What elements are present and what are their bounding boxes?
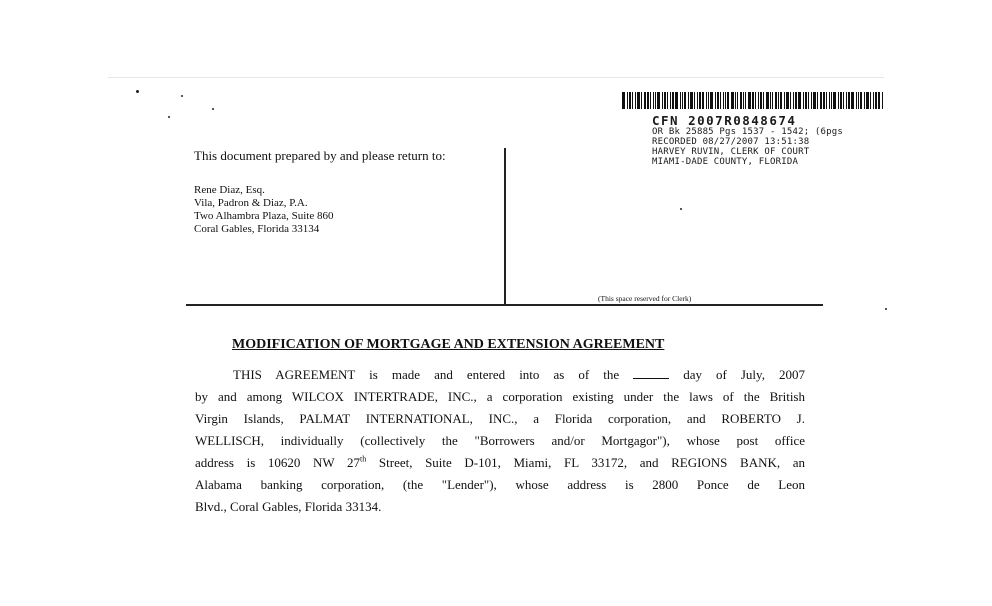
barcode-bar [770, 92, 771, 109]
return-to-heading: This document prepared by and please return to: [194, 148, 446, 163]
barcode-bar [743, 92, 744, 109]
clerk-space-note: (This space reserved for Clerk) [598, 294, 692, 303]
barcode-bar [702, 92, 704, 109]
line1-start: THIS AGREEMENT is made and entered into as of the [233, 367, 620, 382]
barcode-bar [766, 92, 769, 109]
barcode-bar [725, 92, 726, 109]
barcode-bar [655, 92, 656, 109]
barcode-bar [699, 92, 701, 109]
barcode-bar [657, 92, 660, 109]
barcode-bar [790, 92, 791, 109]
barcode-bar [870, 92, 871, 109]
barcode-bar [710, 92, 713, 109]
paragraph-line: Alabama banking corporation, (the "Lender"), whose address is 2800 Ponce de Leon [195, 477, 805, 492]
barcode-bar [667, 92, 668, 109]
barcode-bar [637, 92, 640, 109]
return-address [194, 184, 446, 236]
barcode-bar [690, 92, 693, 109]
barcode-bar [873, 92, 874, 109]
barcode-bar [805, 92, 807, 109]
paragraph-line [195, 364, 805, 386]
paragraph-line: Virgin Islands, PALMAT INTERNATIONAL, INC., a Florida corporation, and ROBERTO J. [195, 411, 805, 426]
return-to-block [194, 148, 446, 236]
ordinal-suffix: th [360, 454, 367, 464]
barcode-bar [798, 92, 801, 109]
box-horizontal-divider [186, 304, 823, 306]
scan-edge-line [108, 77, 884, 78]
box-vertical-divider [504, 148, 506, 306]
barcode-bar [723, 92, 724, 109]
barcode-bar [838, 92, 839, 109]
barcode-bar [831, 92, 832, 109]
address-line: Vila, Padron & Diaz, P.A. [194, 197, 308, 209]
barcode-bar [763, 92, 764, 109]
barcode-bar [644, 92, 646, 109]
barcode-bar [833, 92, 836, 109]
barcode-bar [715, 92, 716, 109]
address-line: Two Alhambra Plaza, Suite 860 [194, 210, 334, 222]
barcode-bar [653, 92, 654, 109]
barcode-bar [662, 92, 663, 109]
barcode-bar [851, 92, 854, 109]
barcode-bar [875, 92, 877, 109]
barcode-bar [672, 92, 674, 109]
barcode-bar [684, 92, 686, 109]
paragraph-line [195, 452, 805, 474]
barcode-bar [680, 92, 681, 109]
barcode-bar [820, 92, 822, 109]
barcode-bar [878, 92, 880, 109]
barcode-bar [650, 92, 651, 109]
barcode-bar [727, 92, 729, 109]
barcode-bar [858, 92, 859, 109]
barcode-bar [813, 92, 816, 109]
agreement-paragraph [195, 364, 805, 518]
barcode-bar [635, 92, 636, 109]
barcode-bar [708, 92, 709, 109]
barcode-bar [775, 92, 777, 109]
barcode-bar [843, 92, 844, 109]
barcode-bar [731, 92, 734, 109]
scan-speck [885, 308, 887, 310]
barcode-bar [784, 92, 785, 109]
barcode-bar [688, 92, 689, 109]
barcode-bar [629, 92, 631, 109]
barcode-bar [740, 92, 742, 109]
barcode-bar [682, 92, 683, 109]
barcode-bar [856, 92, 857, 109]
barcode-bar [737, 92, 738, 109]
scan-speck [212, 108, 214, 110]
day-blank [633, 368, 669, 379]
barcode-bar [694, 92, 695, 109]
county-line: MIAMI-DADE COUNTY, FLORIDA [652, 157, 799, 167]
barcode-bar [758, 92, 759, 109]
barcode-bar [641, 92, 642, 109]
barcode-bar [772, 92, 773, 109]
barcode-bar [720, 92, 721, 109]
barcode-bar [866, 92, 869, 109]
barcode-bar [622, 92, 625, 109]
scan-speck [181, 95, 183, 97]
barcode-bar [697, 92, 698, 109]
barcode-bar [748, 92, 751, 109]
barcode-bar [829, 92, 830, 109]
barcode-bar [670, 92, 671, 109]
barcode-bar [823, 92, 825, 109]
document-title: MODIFICATION OF MORTGAGE AND EXTENSION AGREEMENT [232, 337, 665, 352]
address-line: Rene Diaz, Esq. [194, 184, 265, 196]
barcode-bar [811, 92, 812, 109]
scan-speck [168, 116, 170, 118]
barcode-bar [803, 92, 804, 109]
book-page-line: OR Bk 25885 Pgs 1537 - 1542; (6pgs [652, 127, 844, 137]
barcode-bar [808, 92, 809, 109]
barcode-bar [780, 92, 782, 109]
paragraph-line: Blvd., Coral Gables, Florida 33134. [195, 499, 382, 514]
barcode-bar [675, 92, 678, 109]
barcode-bar [706, 92, 707, 109]
address-start: address is 10620 NW 27 [195, 455, 361, 470]
recorded-line: RECORDED 08/27/2007 13:51:38 [652, 137, 810, 147]
address-end: Street, Suite D-101, Miami, FL 33172, and REGIONS BANK, an [366, 455, 805, 470]
barcode-bar [817, 92, 818, 109]
barcode-bar [717, 92, 719, 109]
paragraph-line: by and among WILCOX INTERTRADE, INC., a corporation existing under the laws of the British [195, 389, 805, 404]
cfn-number: CFN 2007R0848674 [652, 113, 797, 128]
barcode-bar [846, 92, 847, 109]
scan-speck [680, 208, 682, 210]
barcode-bar [860, 92, 862, 109]
barcode-bar [840, 92, 842, 109]
barcode-bar [882, 92, 883, 109]
barcode-bar [793, 92, 794, 109]
clerk-line: HARVEY RUVIN, CLERK OF COURT [652, 147, 810, 157]
barcode-bar [735, 92, 736, 109]
barcode-bar [826, 92, 827, 109]
barcode-bar [760, 92, 762, 109]
barcode-bar [786, 92, 789, 109]
recording-barcode [622, 92, 884, 109]
barcode-bar [795, 92, 797, 109]
barcode-bar [632, 92, 633, 109]
barcode-bar [745, 92, 746, 109]
scan-speck [136, 90, 139, 93]
barcode-bar [664, 92, 666, 109]
barcode-bar [752, 92, 754, 109]
barcode-bar [755, 92, 756, 109]
recording-stamp [652, 114, 843, 167]
paragraph-line: WELLISCH, individually (collectively the "Borrowers and/or Mortgagor"), whose post office [195, 433, 805, 448]
barcode-bar [864, 92, 865, 109]
line1-end: day of July, 2007 [683, 367, 805, 382]
barcode-bar [848, 92, 850, 109]
address-line: Coral Gables, Florida 33134 [194, 223, 320, 235]
barcode-bar [647, 92, 649, 109]
barcode-bar [627, 92, 628, 109]
barcode-bar [778, 92, 779, 109]
